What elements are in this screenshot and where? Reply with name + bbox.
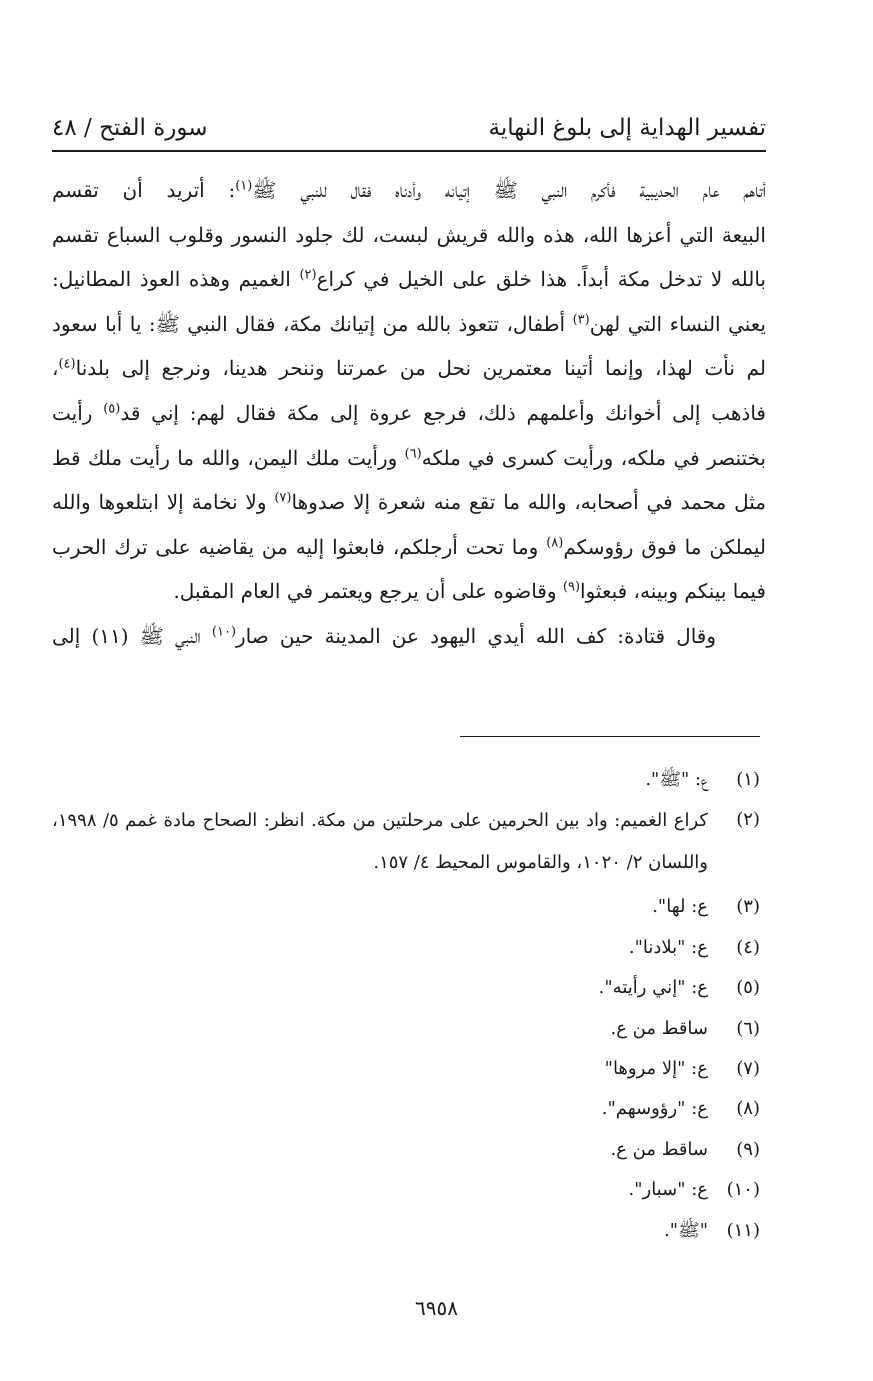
footnote-number: (٧) bbox=[736, 1057, 760, 1079]
text-line: بالله لا تدخل مكة أبداً. هذا خلق على الخيل في كراع$^{(٢)}$ الغميم وهذه العوذ المطانيل: bbox=[52, 267, 766, 292]
footnote-number: (١) bbox=[736, 769, 760, 790]
text-line: بختنصر في ملكه، ورأيت كسرى في ملكه$^{(٦)}$ ورأيت ملك اليمن، والله ما رأيت ملك قط bbox=[52, 445, 766, 470]
footnotes-section bbox=[52, 760, 766, 1251]
footnote-item bbox=[52, 1089, 766, 1129]
footnote-reference[interactable]: (٩) bbox=[562, 579, 581, 595]
book-title: تفسير الهداية إلى بلوغ النهاية bbox=[488, 115, 766, 141]
footnote-text: ع: "سبار". bbox=[628, 1179, 708, 1201]
footnote-number: (٥) bbox=[736, 977, 760, 999]
footnote-item bbox=[52, 1009, 766, 1049]
footnote-text: ع: "ﷺ". bbox=[645, 769, 708, 790]
footnote-text: ع: "رؤوسهم". bbox=[601, 1098, 708, 1120]
footnote-item bbox=[52, 1170, 766, 1210]
page-number: ٦٩٥٨ bbox=[415, 1296, 458, 1320]
running-header bbox=[52, 112, 766, 148]
footnote-number: (١٠) bbox=[726, 1179, 760, 1201]
text-line: فيما بينكم وبينه، فبعثوا$^{(٩)}$ وقاضوه على أن يرجع ويعتمر في العام المقبل. bbox=[173, 579, 766, 604]
footnote-reference[interactable]: (٣) bbox=[572, 312, 590, 328]
footnote-reference[interactable]: (٥) bbox=[103, 401, 121, 417]
footnote-text: ع: "إلا مروها" bbox=[604, 1057, 708, 1079]
footnote-item bbox=[52, 760, 766, 800]
footnote-number: (٢) bbox=[736, 809, 760, 831]
text-line: لم نأت لهذا، وإنما أتينا معتمرين نحل من عمرتنا وننحر هدينا، ونرجع إلى بلدنا$^{(٤)}$، bbox=[52, 356, 766, 381]
footnote-number: (٤) bbox=[736, 936, 760, 958]
footnote-item bbox=[52, 887, 766, 927]
footnote-reference[interactable]: (٤) bbox=[58, 356, 76, 372]
footnote-reference[interactable]: (٦) bbox=[404, 445, 422, 461]
footnote-item bbox=[52, 968, 766, 1008]
footnote-number: (٩) bbox=[736, 1138, 760, 1160]
footnote-item bbox=[52, 928, 766, 968]
footnote-separator bbox=[460, 736, 760, 737]
header-rule bbox=[52, 150, 766, 152]
text-line: فاذهب إلى أخوانك وأعلمهم ذلك، فرجع عروة إلى مكة فقال لهم: إني قد$^{(٥)}$ رأيت bbox=[52, 400, 766, 425]
footnote-text: ع: لها". bbox=[652, 896, 708, 918]
footnote-reference[interactable]: (١) bbox=[235, 178, 253, 194]
text-line: وقال قتادة: كف الله أيدي اليهود عن المدينة حين صار$^{(١٠)}$ النبي ﷺ (١١) إلى bbox=[52, 623, 717, 648]
footnote-number: (٦) bbox=[736, 1017, 760, 1039]
footnote-number: (٨) bbox=[736, 1098, 760, 1120]
footnote-reference[interactable]: (٧) bbox=[274, 490, 292, 506]
text-line: أتاهم عام الحديبية فأكرم النبي ﷺ إتيانه وأدناه فقال للنبي ﷺ$^{(١)}$: أتريد أن تقسم bbox=[52, 178, 766, 202]
text-line: ليملكن ما فوق رؤوسكم$^{(٨)}$ وما تحت أرجلكم، فابعثوا إليه من يقاضيه على ترك الحرب bbox=[52, 534, 766, 559]
text-line: مثل محمد في أصحابه، والله ما تقع منه شعرة إلا صدوها$^{(٧)}$ ولا نخامة إلا ابتلعوها والله bbox=[52, 490, 766, 515]
footnote-item bbox=[52, 1211, 766, 1251]
footnote-number: (٣) bbox=[736, 896, 760, 918]
footnote-reference[interactable]: (٢) bbox=[299, 267, 317, 283]
footnote-text: كراع الغميم: واد بين الحرمين على مرحلتين من مكة. انظر: الصحاح مادة غمم ٥/ ١٩٩٨، واللسان ٢/ ١٠٢٠، والقاموس المحيط ٤/ ١٥٧. bbox=[52, 810, 708, 874]
footnote-reference[interactable]: (٨) bbox=[546, 535, 564, 551]
text-line: يعني النساء التي لهن$^{(٣)}$ أطفال، تتعوذ بالله من إتيانك مكة، فقال النبي ﷺ: يا أبا سعود bbox=[52, 311, 766, 336]
main-text bbox=[52, 168, 766, 659]
footnote-item bbox=[52, 800, 766, 887]
surah-reference: سورة الفتح / ٤٨ bbox=[52, 115, 208, 141]
footnote-reference[interactable]: (١٠) bbox=[211, 624, 237, 640]
footnote-text: "ﷺ". bbox=[663, 1219, 708, 1241]
footnote-text: ع: "إني رأيته". bbox=[598, 977, 708, 999]
text-line: البيعة التي أعزها الله، هذه والله قريش لبست، لك جلود النسور وقلوب السباع تقسم bbox=[52, 222, 766, 247]
footnote-text: ساقط من ع. bbox=[610, 1138, 708, 1160]
footnote-text: ع: "بلادنا". bbox=[628, 936, 708, 958]
footnote-number: (١١) bbox=[726, 1219, 760, 1241]
footnote-text: ساقط من ع. bbox=[610, 1017, 708, 1039]
footnote-item bbox=[52, 1049, 766, 1089]
footnote-item bbox=[52, 1130, 766, 1170]
